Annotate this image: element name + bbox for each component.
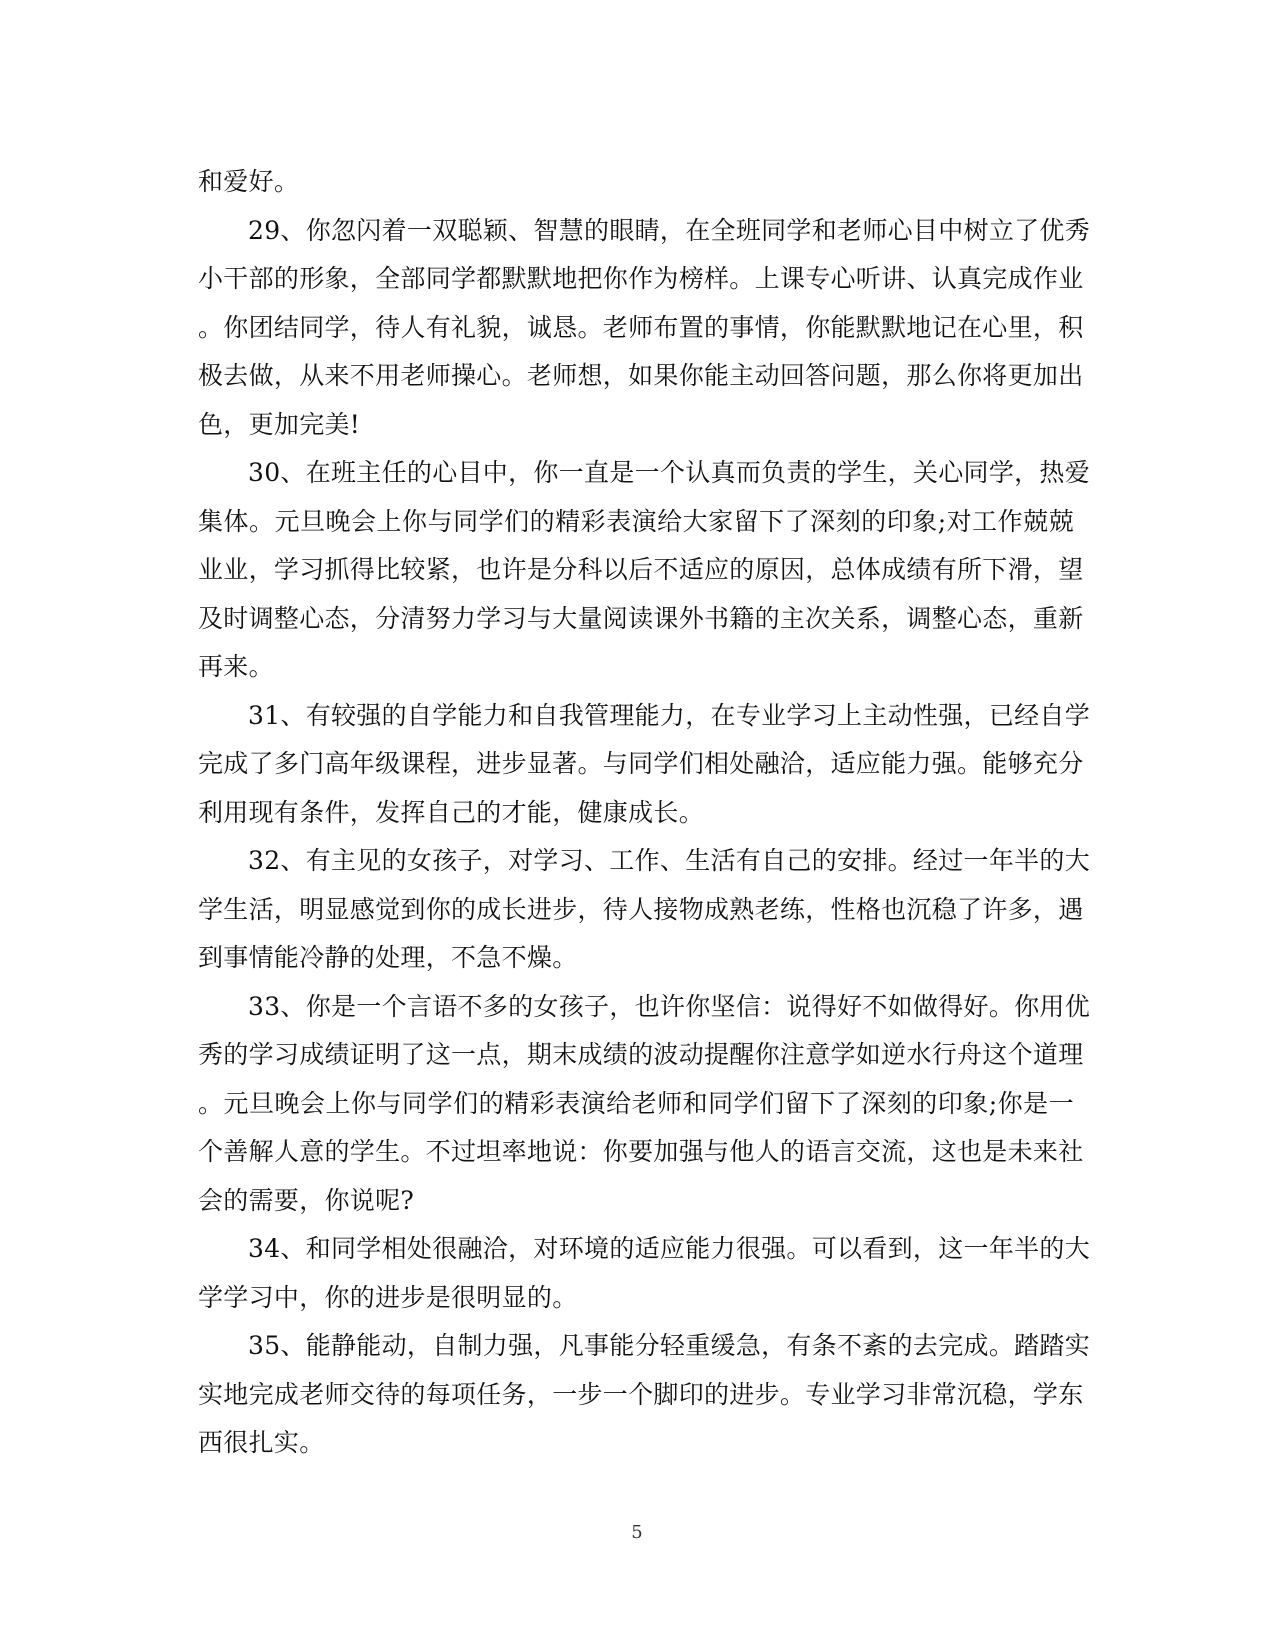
text-line: 和爱好。 [198,167,300,196]
text-line: 极去做，从来不用老师操心。老师想，如果你能主动回答问题，那么你将更加出 [198,361,1084,390]
text-line: 35、能静能动，自制力强，凡事能分轻重缓急，有条不紊的去完成。踏踏实 [248,1331,1091,1360]
paragraph-p30 [198,449,1091,692]
text-line: 学生活，明显感觉到你的成长进步，待人接物成熟老练，性格也沉稳了许多，遇 [198,894,1084,924]
text-line: 业业，学习抓得比较紧，也许是分科以后不适应的原因，总体成绩有所下滑，望 [198,555,1084,584]
text-line: 31、有较强的自学能力和自我管理能力，在专业学习上主动性强，已经自学 [248,700,1091,730]
text-line: 会的需要，你说呢? [198,1185,415,1215]
page-number: 5 [631,1522,643,1543]
text-line: 33、你是一个言语不多的女孩子，也许你坚信：说得好不如做得好。你用优 [248,991,1091,1021]
paragraph-p32 [198,837,1091,983]
text-line: 学学习中，你的进步是很明显的。 [198,1282,578,1312]
text-line: 个善解人意的学生。不过坦率地说：你要加强与他人的语言交流，这也是未来社 [198,1137,1084,1166]
paragraph-p31 [198,692,1091,838]
text-line: 再来。 [198,652,274,681]
text-line: 及时调整心态，分清努力学习与大量阅读课外书籍的主次关系，调整心态，重新 [198,603,1084,633]
text-line: 集体。元旦晚会上你与同学们的精彩表演给大家留下了深刻的印象;对工作兢兢 [198,506,1074,536]
paragraph-p34 [198,1225,1091,1322]
text-line: 29、你忽闪着一双聪颖、智慧的眼睛，在全班同学和老师心目中树立了优秀 [248,215,1091,245]
text-line: 色，更加完美! [198,409,361,439]
text-line: 。元旦晚会上你与同学们的精彩表演给老师和同学们留下了深刻的印象;你是一 [198,1088,1074,1118]
paragraph-p28-tail [198,158,1074,207]
text-line: 34、和同学相处很融洽，对环境的适应能力很强。可以看到，这一年半的大 [248,1234,1091,1263]
text-line: 秀的学习成绩证明了这一点，期末成绩的波动提醒你注意学如逆水行舟这个道理 [198,1040,1084,1069]
text-line: 利用现有条件，发挥自己的才能，健康成长。 [198,797,705,827]
text-line: 到事情能冷静的处理，不急不燥。 [198,943,578,972]
text-line: 32、有主见的女孩子，对学习、工作、生活有自己的安排。经过一年半的大 [248,846,1091,875]
paragraph-p35 [198,1322,1091,1468]
paragraph-p29 [198,207,1091,450]
text-line: 。你团结同学，待人有礼貌，诚恳。老师布置的事情，你能默默地记在心里，积 [198,312,1084,342]
text-line: 小干部的形象，全部同学都默默地把你作为榜样。上课专心听讲、认真完成作业 [198,264,1084,293]
text-line: 实地完成老师交待的每项任务，一步一个脚印的进步。专业学习非常沉稳，学东 [198,1379,1084,1409]
text-line: 西很扎实。 [198,1428,325,1457]
text-line: 30、在班主任的心目中，你一直是一个认真而负责的学生，关心同学，热爱 [248,458,1091,487]
paragraph-p33 [198,983,1091,1226]
text-line: 完成了多门高年级课程，进步显著。与同学们相处融洽，适应能力强。能够充分 [198,749,1084,778]
document-body [198,158,1091,1468]
